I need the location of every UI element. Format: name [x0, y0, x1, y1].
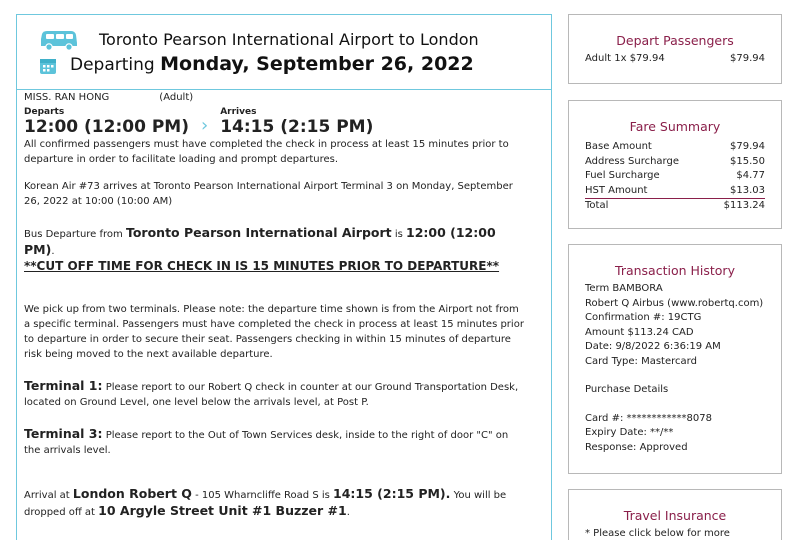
- fare-rows: [585, 140, 765, 214]
- itinerary-header: [17, 15, 551, 90]
- fare-row: [585, 155, 765, 170]
- depart-passenger-line: [585, 52, 765, 67]
- arrival-address: - 105 Wharncliffe Road S is: [195, 490, 330, 501]
- dropoff-text: You will be dropped off at: [24, 490, 507, 518]
- terminal-1-label: Terminal 1:: [24, 378, 103, 393]
- transaction-lines: [585, 282, 765, 369]
- fare-row-label: Address Surcharge: [585, 155, 679, 167]
- arrives-time: 14:15 (2:15 PM): [220, 117, 374, 137]
- bus-departure-place: Toronto Pearson International Airport: [125, 225, 392, 240]
- terminal-3-text: Please report to the Out of Town Services desk, inside to the right of door "C" on the arrivals level.: [24, 430, 509, 456]
- terminals-note: We pick up from two terminals. Please note: the departure time shown is from the Airport not from a specific terminal. Passengers must have completed the check in process at least 15 minutes prior to departure in order to secure their seat. Passengers checking in within 15 minutes of departure risk being moved to the next available departure.: [24, 304, 524, 360]
- fare-total-label: Total: [585, 200, 609, 211]
- transaction-line: Confirmation #: 19CTG: [585, 312, 702, 323]
- itinerary-body: [24, 90, 524, 520]
- bus-departure-prefix: Bus Departure from: [24, 229, 123, 240]
- bus-departure-is: is: [394, 229, 403, 240]
- depart-passengers-card: [568, 14, 782, 84]
- fare-row-value: $15.50: [730, 155, 765, 167]
- fare-row: [585, 169, 765, 184]
- passenger-type: (Adult): [159, 92, 194, 103]
- calendar-icon: [39, 57, 57, 75]
- terminal-3-label: Terminal 3:: [24, 426, 103, 441]
- travel-insurance-title: Travel Insurance: [623, 508, 727, 523]
- arrival-prefix: Arrival at: [24, 490, 70, 501]
- fare-row: [585, 140, 765, 155]
- dropoff-end: .: [346, 507, 350, 518]
- card-line: Expiry Date: **/**: [585, 427, 674, 438]
- fare-row-value: $4.77: [736, 170, 765, 181]
- departs-block: [24, 107, 189, 137]
- transaction-line: Amount $113.24 CAD: [585, 326, 694, 338]
- arrives-label: Arrives: [220, 107, 257, 117]
- transaction-line: Date: 9/8/2022 6:36:19 AM: [585, 341, 721, 352]
- purchase-details-label: Purchase Details: [585, 384, 669, 395]
- fare-summary-card: [568, 100, 782, 229]
- depart-passenger-value: $79.94: [730, 53, 765, 64]
- travel-insurance-card: [568, 489, 782, 540]
- arrival-info: [24, 486, 524, 520]
- route-title: Toronto Pearson International Airport to London: [99, 30, 479, 49]
- bus-departure-end: .: [51, 246, 55, 257]
- flight-note: Korean Air #73 arrives at Toronto Pearson International Airport Terminal 3 on Monday, September 26, 2022 at 10:00 (10:00 AM): [24, 181, 513, 207]
- depart-passenger-label: Adult 1x $79.94: [585, 53, 665, 64]
- arrives-block: [220, 107, 373, 137]
- passenger-name: MISS. RAN HONG: [24, 92, 110, 103]
- transaction-line: Card Type: Mastercard: [585, 355, 697, 367]
- arrival-place: London Robert Q: [72, 486, 192, 501]
- transaction-history-card: [568, 244, 782, 474]
- fare-row-value: $79.94: [730, 141, 765, 152]
- fare-row: [585, 184, 765, 200]
- checkin-note: All confirmed passengers must have completed the check in process at least 15 minutes prior to departure in order to facilitate loading and prompt departures.: [24, 139, 509, 165]
- chevron-right-icon: ›: [200, 115, 209, 136]
- transaction-line: Robert Q Airbus (www.robertq.com): [585, 297, 764, 309]
- fare-row-label: Fuel Surcharge: [585, 170, 660, 181]
- departs-time: 12:00 (12:00 PM): [24, 117, 189, 137]
- card-line: Card #: ************8078: [585, 412, 712, 424]
- cutoff-warning: **CUT OFF TIME FOR CHECK IN IS 15 MINUTES PRIOR TO DEPARTURE**: [24, 259, 500, 273]
- departing-date: Monday, September 26, 2022: [160, 53, 474, 75]
- card-line: Response: Approved: [585, 441, 688, 453]
- terminal-1-text: Please report to our Robert Q check in counter at our Ground Transportation Desk, located on Ground Level, one level below the arrivals level, at Post P.: [24, 382, 519, 408]
- travel-insurance-note: * Please click below for more: [585, 528, 730, 539]
- bus-departure-time: 12:00 (12:00 PM): [24, 225, 496, 257]
- bus-icon: [39, 29, 79, 51]
- dropoff-place: 10 Argyle Street Unit #1 Buzzer #1: [98, 503, 347, 518]
- fare-row-label: HST Amount: [585, 184, 648, 196]
- fare-total-value: $113.24: [723, 200, 765, 211]
- departs-label: Departs: [24, 107, 65, 117]
- times-row: [24, 107, 524, 137]
- card-lines: [585, 412, 765, 456]
- terminal-3-info: [24, 426, 524, 458]
- depart-passengers-title: Depart Passengers: [616, 33, 734, 48]
- transaction-line: Term BAMBORA: [585, 283, 663, 294]
- departing-label: Departing: [70, 55, 155, 75]
- fare-total-row: [585, 199, 765, 214]
- transaction-history-title: Transaction History: [615, 263, 735, 278]
- fare-row-label: Base Amount: [585, 141, 652, 152]
- fare-row-value: $13.03: [730, 184, 765, 196]
- fare-summary-title: Fare Summary: [629, 119, 721, 134]
- terminal-1-info: [24, 378, 524, 410]
- departing-line: [70, 53, 474, 75]
- passenger-row: [24, 90, 524, 105]
- arrival-time: 14:15 (2:15 PM).: [333, 486, 451, 501]
- bus-departure-line: [24, 225, 524, 259]
